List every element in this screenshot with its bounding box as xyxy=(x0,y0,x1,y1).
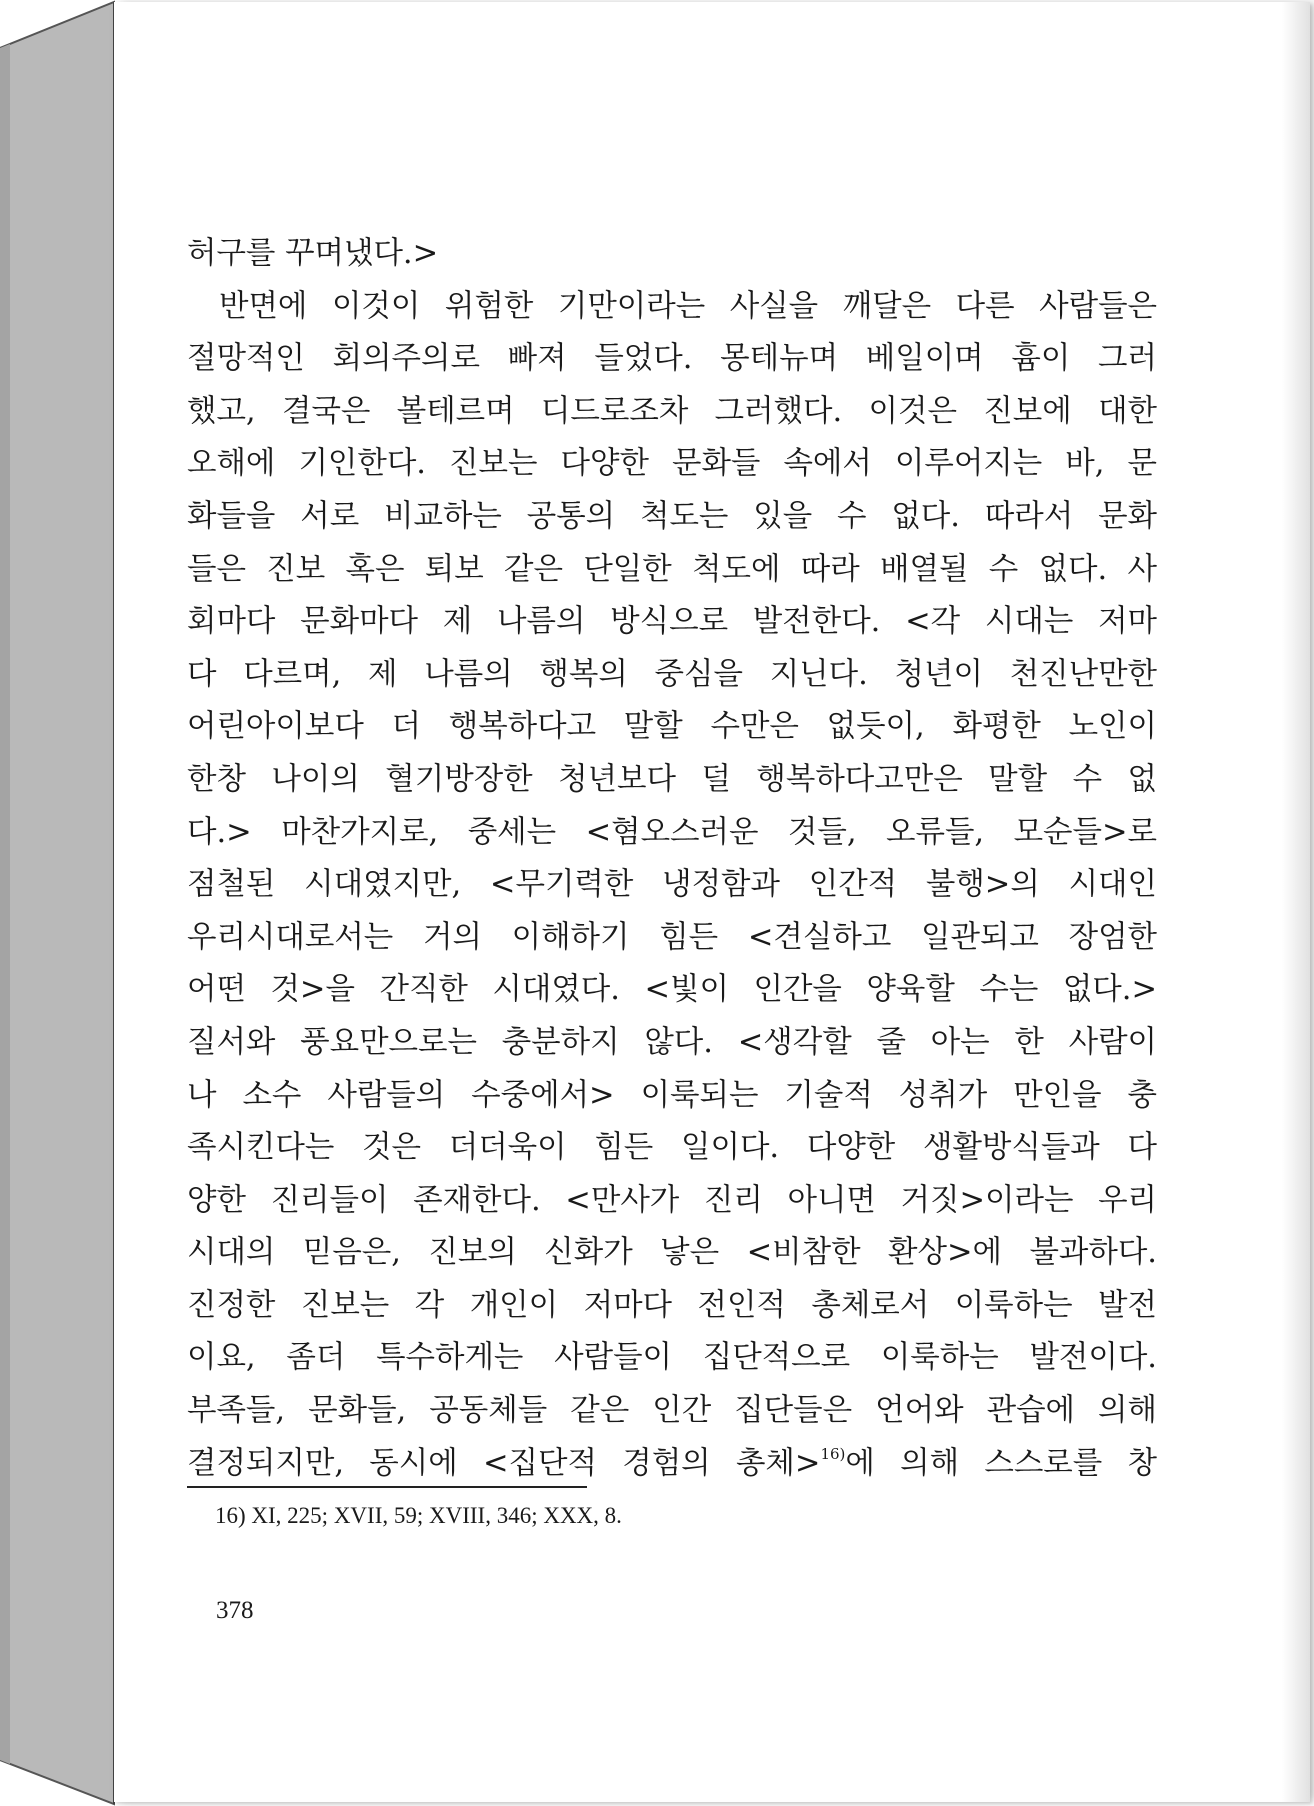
page-edge-shadow xyxy=(1282,2,1310,1802)
text-line: 시대의 믿음은, 진보의 신화가 낳은 <비참한 환상>에 불과하다. xyxy=(187,1235,1157,1271)
text-line: 다.> 마찬가지로, 중세는 <혐오스러운 것들, 오류들, 모순들>로 xyxy=(187,814,1157,850)
text-line: 어린아이보다 더 행복하다고 말할 수만은 없듯이, 화평한 노인이 xyxy=(187,709,1157,745)
text-segment: 에 의해 스스로를 창 xyxy=(845,1445,1158,1481)
text-line: 반면에 이것이 위험한 기만이라는 사실을 깨달은 다른 사람들은 xyxy=(219,288,1157,324)
footnote-reference: 16) xyxy=(820,1444,846,1463)
text-line: 허구를 꾸며냈다.> xyxy=(187,236,439,271)
text-line: 우리시대로서는 거의 이해하기 힘든 <견실하고 일관되고 장엄한 xyxy=(187,919,1157,955)
page-number: 378 xyxy=(216,1597,254,1624)
text-line: 한창 나이의 혈기방장한 청년보다 덜 행복하다고만은 말할 수 없 xyxy=(187,761,1157,797)
text-line: 어떤 것>을 간직한 시대였다. <빛이 인간을 양육할 수는 없다.> xyxy=(187,972,1157,1008)
text-line: 나 소수 사람들의 수중에서> 이룩되는 기술적 성취가 만인을 충 xyxy=(187,1077,1157,1113)
text-line: 점철된 시대였지만, <무기력한 냉정함과 인간적 불행>의 시대인 xyxy=(187,867,1157,903)
text-line: 질서와 풍요만으로는 충분하지 않다. <생각할 줄 아는 한 사람이 xyxy=(187,1024,1157,1060)
text-line: 들은 진보 혹은 퇴보 같은 단일한 척도에 따라 배열될 수 없다. 사 xyxy=(187,551,1157,587)
text-line: 진정한 진보는 각 개인이 저마다 전인적 총체로서 이룩하는 발전 xyxy=(187,1287,1157,1323)
text-line-last xyxy=(187,1438,1157,1491)
text-line: 족시킨다는 것은 더더욱이 힘든 일이다. 다양한 생활방식들과 다 xyxy=(187,1130,1157,1166)
text-line: 절망적인 회의주의로 빠져 들었다. 몽테뉴며 베일이며 흄이 그러 xyxy=(187,341,1157,377)
text-line: 부족들, 문화들, 공동체들 같은 인간 집단들은 언어와 관습에 의해 xyxy=(187,1393,1157,1429)
text-segment: 결정되지만, 동시에 <집단적 경험의 총체> xyxy=(187,1445,821,1481)
footnote-divider xyxy=(187,1486,587,1488)
text-line: 양한 진리들이 존재한다. <만사가 진리 아니면 거짓>이라는 우리 xyxy=(187,1182,1157,1218)
footnote: 16) XI, 225; XVII, 59; XVIII, 346; XXX, 8. xyxy=(215,1503,622,1528)
body-text xyxy=(187,228,1157,1490)
text-line: 했고, 결국은 볼테르며 디드로조차 그러했다. 이것은 진보에 대한 xyxy=(187,393,1157,429)
text-line: 이요, 좀더 특수하게는 사람들이 집단적으로 이룩하는 발전이다. xyxy=(187,1340,1157,1376)
text-line: 회마다 문화마다 제 나름의 방식으로 발전한다. <각 시대는 저마 xyxy=(187,604,1157,640)
text-line: 다 다르며, 제 나름의 행복의 중심을 지닌다. 청년이 천진난만한 xyxy=(187,656,1157,692)
text-line: 오해에 기인한다. 진보는 다양한 문화들 속에서 이루어지는 바, 문 xyxy=(187,446,1157,482)
text-line: 화들을 서로 비교하는 공통의 척도는 있을 수 없다. 따라서 문화 xyxy=(187,498,1157,534)
